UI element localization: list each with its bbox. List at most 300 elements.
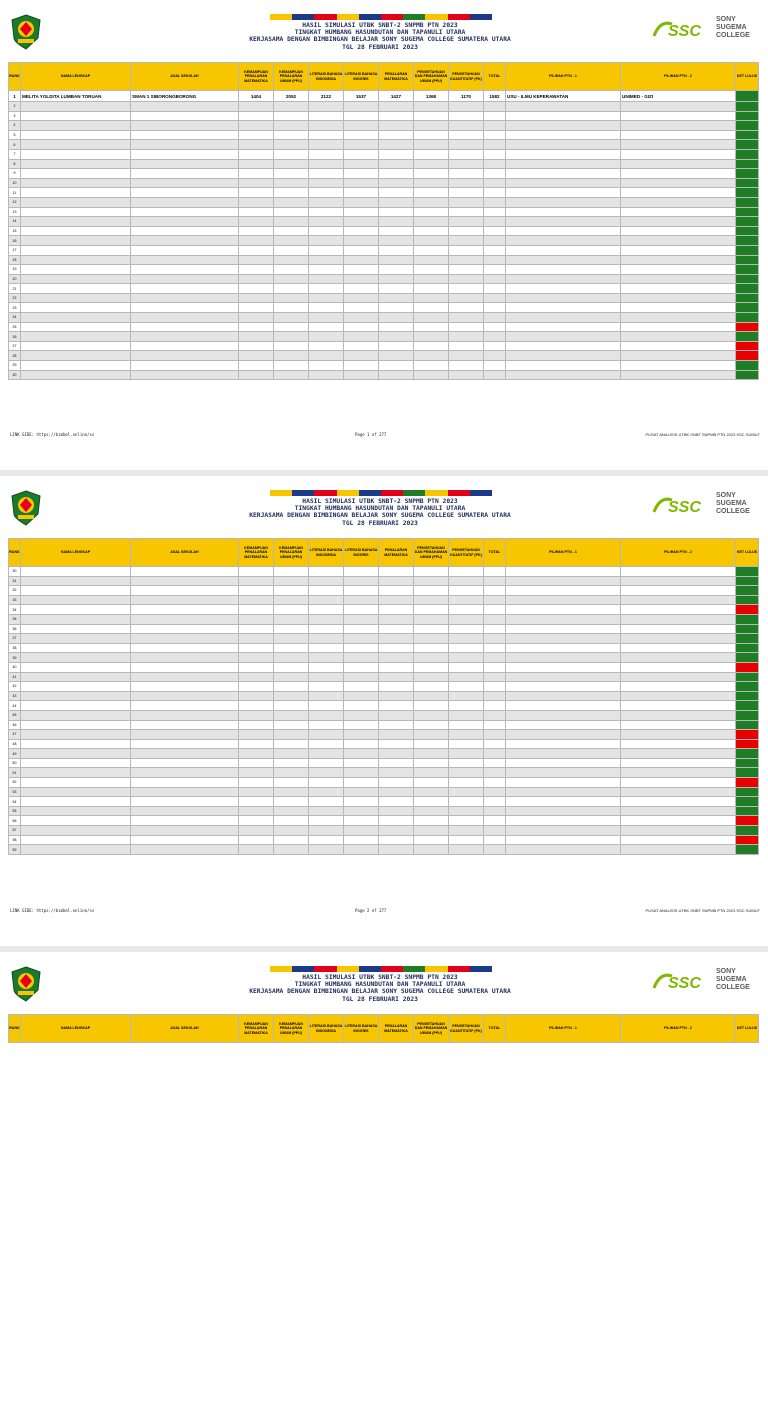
table-cell: [506, 341, 621, 351]
table-cell: [131, 826, 239, 836]
table-cell: [506, 149, 621, 159]
table-cell: [239, 361, 274, 371]
table-cell: [309, 797, 344, 807]
table-cell: [309, 739, 344, 749]
table-cell: [414, 797, 449, 807]
table-cell: [239, 576, 274, 586]
table-row[interactable]: [9, 236, 759, 246]
table-cell: [309, 140, 344, 150]
table-row[interactable]: [9, 293, 759, 303]
status-badge: [736, 226, 759, 236]
table-cell: [21, 245, 131, 255]
table-cell: [274, 739, 309, 749]
color-strip-segment: [425, 14, 447, 20]
table-cell: [414, 672, 449, 682]
table-cell: [21, 178, 131, 188]
color-strip-segment: [425, 490, 447, 496]
table-row[interactable]: [9, 672, 759, 682]
table-cell: [506, 361, 621, 371]
table-cell: [414, 749, 449, 759]
table-cell: [274, 691, 309, 701]
table-row[interactable]: [9, 303, 759, 313]
table-cell: [239, 188, 274, 198]
table-row[interactable]: [9, 835, 759, 845]
table-cell: [309, 207, 344, 217]
table-cell: [379, 730, 414, 740]
table-row[interactable]: [9, 758, 759, 768]
table-cell: [21, 236, 131, 246]
table-cell: [449, 341, 484, 351]
status-badge: [736, 720, 759, 730]
table-cell: [621, 341, 736, 351]
table-row[interactable]: [9, 332, 759, 342]
table-cell: [21, 595, 131, 605]
table-cell: [309, 701, 344, 711]
status-badge: [736, 102, 759, 112]
table-cell: [21, 586, 131, 596]
column-header[interactable]: PENGETAHUAN DAN PEMAHAMAN UMUM (PPU): [414, 539, 449, 567]
table-cell: [484, 140, 506, 150]
color-strip-segment: [425, 966, 447, 972]
column-header[interactable]: KEMAMPUAN PENALARAN MATEMATIKA: [239, 63, 274, 91]
table-cell: [239, 149, 274, 159]
status-badge: [736, 749, 759, 759]
column-header[interactable]: RANK: [9, 63, 21, 91]
table-cell: [484, 595, 506, 605]
document-page-2: [0, 476, 768, 946]
column-header[interactable]: LITERASI BAHASA INDONESIA: [309, 1015, 344, 1043]
column-header[interactable]: PENGETAHUAN DAN PEMAHAMAN UMUM (PPU): [414, 63, 449, 91]
table-cell: [506, 624, 621, 634]
table-row[interactable]: [9, 130, 759, 140]
column-header[interactable]: TOTAL: [484, 63, 506, 91]
table-row[interactable]: [9, 662, 759, 672]
table-row[interactable]: [9, 634, 759, 644]
table-cell: [414, 274, 449, 284]
table-cell: [309, 758, 344, 768]
table-cell: [131, 797, 239, 807]
column-header[interactable]: KEMAMPUAN PENALARAN UMUM (PPU): [274, 63, 309, 91]
table-row[interactable]: [9, 284, 759, 294]
table-row[interactable]: [9, 768, 759, 778]
table-cell: [309, 691, 344, 701]
color-strip-segment: [448, 490, 470, 496]
column-header[interactable]: RANK: [9, 1015, 21, 1043]
column-header[interactable]: PENGETAHUAN KUANTITATIF (PK): [449, 63, 484, 91]
table-cell: [239, 322, 274, 332]
status-badge: [736, 332, 759, 342]
table-row[interactable]: [9, 102, 759, 112]
table-cell: [21, 370, 131, 380]
brand-mark-text: SSC: [668, 975, 701, 992]
title-line-3: KERJASAMA DENGAN BIMBINGAN BELAJAR SONY SUGEMA COLLEGE SUMATERA UTARA: [249, 988, 511, 996]
table-row[interactable]: [9, 140, 759, 150]
table-cell: [274, 178, 309, 188]
table-cell: [131, 226, 239, 236]
table-cell: [506, 845, 621, 855]
status-badge: [736, 361, 759, 371]
color-strip-segment: [314, 490, 336, 496]
table-cell: [506, 826, 621, 836]
table-cell: [484, 624, 506, 634]
table-cell: [379, 207, 414, 217]
table-cell: [309, 586, 344, 596]
table-cell: [449, 586, 484, 596]
column-header[interactable]: LITERASI BAHASA INGGRIS: [344, 63, 379, 91]
table-cell: [309, 274, 344, 284]
table-cell: [309, 284, 344, 294]
table-cell: [309, 255, 344, 265]
table-cell: [379, 826, 414, 836]
table-row[interactable]: [9, 643, 759, 653]
table-row[interactable]: [9, 845, 759, 855]
table-cell: [449, 149, 484, 159]
document-title: [170, 498, 590, 527]
table-cell: [414, 121, 449, 131]
table-row[interactable]: [9, 245, 759, 255]
column-header[interactable]: NAMA LENGKAP: [21, 539, 131, 567]
table-row[interactable]: [9, 653, 759, 663]
table-cell: [449, 140, 484, 150]
status-badge: [736, 370, 759, 380]
table-row[interactable]: [9, 178, 759, 188]
column-header[interactable]: KET LULUS: [736, 63, 759, 91]
table-cell: [21, 255, 131, 265]
table-row[interactable]: [9, 197, 759, 207]
table-cell: [131, 149, 239, 159]
table-cell: [274, 701, 309, 711]
table-row[interactable]: [9, 730, 759, 740]
table-cell: [379, 293, 414, 303]
table-cell: [344, 701, 379, 711]
column-header[interactable]: PILIHAN PTN - 1: [506, 539, 621, 567]
table-cell: [131, 322, 239, 332]
table-cell: [621, 797, 736, 807]
column-header[interactable]: KEMAMPUAN PENALARAN MATEMATIKA: [239, 539, 274, 567]
table-cell: [239, 797, 274, 807]
table-row[interactable]: [9, 265, 759, 275]
title-line-1: HASIL SIMULASI UTBK SNBT-2 SNPMB PTN 2023: [302, 974, 458, 981]
table-cell: [506, 595, 621, 605]
table-cell: [274, 835, 309, 845]
table-cell: [484, 605, 506, 615]
table-cell: [309, 341, 344, 351]
status-badge: [736, 701, 759, 711]
table-cell: [449, 595, 484, 605]
color-strip-segment: [448, 14, 470, 20]
column-header[interactable]: PILIHAN PTN - 2: [621, 63, 736, 91]
table-cell: [344, 643, 379, 653]
table-cell: 12: [9, 197, 21, 207]
table-row[interactable]: [9, 605, 759, 615]
table-row[interactable]: [9, 255, 759, 265]
table-row[interactable]: [9, 701, 759, 711]
table-cell: [239, 111, 274, 121]
column-header[interactable]: KEMAMPUAN PENALARAN UMUM (PPU): [274, 1015, 309, 1043]
table-cell: [379, 265, 414, 275]
table-cell: [484, 245, 506, 255]
table-cell: [21, 121, 131, 131]
column-header[interactable]: ASAL SEKOLAH: [131, 63, 239, 91]
column-header[interactable]: KEMAMPUAN PENALARAN UMUM (PPU): [274, 539, 309, 567]
column-header[interactable]: PILIHAN PTN - 1: [506, 63, 621, 91]
table-cell: [21, 682, 131, 692]
table-cell: [131, 130, 239, 140]
column-header[interactable]: KEMAMPUAN PENALARAN MATEMATIKA: [239, 1015, 274, 1043]
table-cell: [309, 361, 344, 371]
table-row[interactable]: [9, 787, 759, 797]
status-badge: [736, 586, 759, 596]
table-row[interactable]: [9, 169, 759, 179]
table-cell: [506, 332, 621, 342]
table-cell: [414, 149, 449, 159]
table-cell: [131, 595, 239, 605]
table-cell: [239, 341, 274, 351]
table-cell: [379, 797, 414, 807]
table-row[interactable]: [9, 778, 759, 788]
column-header[interactable]: ASAL SEKOLAH: [131, 1015, 239, 1043]
table-cell: [344, 111, 379, 121]
table-cell: [484, 634, 506, 644]
column-header[interactable]: PENGETAHUAN KUANTITATIF (PK): [449, 1015, 484, 1043]
table-cell: [484, 130, 506, 140]
table-cell: [621, 245, 736, 255]
table-cell: [379, 778, 414, 788]
table-cell: [344, 332, 379, 342]
table-cell: [21, 197, 131, 207]
table-cell: [484, 758, 506, 768]
table-row[interactable]: [9, 567, 759, 577]
color-strip-segment: [381, 14, 403, 20]
table-cell: [379, 701, 414, 711]
table-cell: [344, 739, 379, 749]
table-cell: [379, 322, 414, 332]
column-header[interactable]: PILIHAN PTN - 1: [506, 1015, 621, 1043]
table-cell: [484, 159, 506, 169]
table-cell: [309, 787, 344, 797]
table-cell: [309, 595, 344, 605]
table-cell: [344, 236, 379, 246]
table-cell: [414, 614, 449, 624]
table-cell: 39: [9, 653, 21, 663]
table-cell: [506, 102, 621, 112]
table-cell: UNIMED - GIZI: [621, 91, 736, 102]
footer-link[interactable]: LINK GIDE: https://bimbel.online/ss: [10, 432, 95, 437]
table-cell: [484, 274, 506, 284]
table-cell: [621, 370, 736, 380]
table-cell: [414, 787, 449, 797]
table-row[interactable]: [9, 274, 759, 284]
table-cell: [379, 567, 414, 577]
table-cell: [309, 351, 344, 361]
table-cell: [379, 370, 414, 380]
table-row[interactable]: [9, 322, 759, 332]
table-row[interactable]: [9, 341, 759, 351]
table-cell: [484, 226, 506, 236]
table-cell: MELITA YOLDITA LUMBAN TORUAN: [21, 91, 131, 102]
table-cell: [21, 576, 131, 586]
table-row[interactable]: [9, 614, 759, 624]
column-header[interactable]: LITERASI BAHASA INDONESIA: [309, 63, 344, 91]
table-cell: [344, 758, 379, 768]
table-row[interactable]: [9, 586, 759, 596]
table-cell: [21, 662, 131, 672]
table-row[interactable]: [9, 91, 759, 102]
table-cell: [309, 816, 344, 826]
table-row[interactable]: [9, 797, 759, 807]
table-row[interactable]: [9, 624, 759, 634]
table-row[interactable]: [9, 806, 759, 816]
column-header[interactable]: TOTAL: [484, 1015, 506, 1043]
table-cell: [414, 322, 449, 332]
table-cell: [449, 332, 484, 342]
status-badge: [736, 816, 759, 826]
table-cell: [414, 816, 449, 826]
table-cell: [484, 672, 506, 682]
table-row[interactable]: [9, 351, 759, 361]
table-cell: [449, 236, 484, 246]
table-row[interactable]: [9, 159, 759, 169]
table-cell: [344, 614, 379, 624]
table-cell: [379, 351, 414, 361]
table-row[interactable]: [9, 370, 759, 380]
table-cell: [309, 835, 344, 845]
table-cell: [239, 169, 274, 179]
table-cell: [621, 730, 736, 740]
brand-name: SONY SUGEMA COLLEGE: [716, 492, 750, 515]
table-cell: [621, 845, 736, 855]
table-cell: 26: [9, 332, 21, 342]
status-badge: [736, 169, 759, 179]
column-header[interactable]: PILIHAN PTN - 2: [621, 1015, 736, 1043]
table-cell: [309, 169, 344, 179]
column-header[interactable]: PENALARAN MATEMATIKA: [379, 63, 414, 91]
table-row[interactable]: [9, 595, 759, 605]
column-header[interactable]: LITERASI BAHASA INDONESIA: [309, 539, 344, 567]
column-header[interactable]: PENGETAHUAN KUANTITATIF (PK): [449, 539, 484, 567]
table-cell: [344, 826, 379, 836]
column-header[interactable]: NAMA LENGKAP: [21, 1015, 131, 1043]
table-cell: [344, 188, 379, 198]
table-cell: [621, 749, 736, 759]
table-cell: [449, 255, 484, 265]
table-cell: [239, 586, 274, 596]
table-row[interactable]: [9, 691, 759, 701]
table-cell: [131, 121, 239, 131]
color-strip-segment: [403, 14, 425, 20]
table-row[interactable]: [9, 576, 759, 586]
table-cell: [506, 576, 621, 586]
table-row[interactable]: [9, 749, 759, 759]
column-header[interactable]: NAMA LENGKAP: [21, 63, 131, 91]
table-row[interactable]: [9, 816, 759, 826]
table-cell: [484, 720, 506, 730]
column-header[interactable]: LITERASI BAHASA INGGRIS: [344, 1015, 379, 1043]
table-cell: [484, 835, 506, 845]
table-cell: [131, 672, 239, 682]
table-row[interactable]: [9, 739, 759, 749]
table-row[interactable]: [9, 313, 759, 323]
table-row[interactable]: [9, 826, 759, 836]
table-cell: [309, 102, 344, 112]
table-cell: [484, 806, 506, 816]
table-cell: [309, 682, 344, 692]
column-header[interactable]: TOTAL: [484, 539, 506, 567]
table-row[interactable]: [9, 207, 759, 217]
footer-link[interactable]: LINK GIDE: https://bimbel.online/ss: [10, 908, 95, 913]
table-cell: [274, 265, 309, 275]
table-cell: [344, 217, 379, 227]
table-row[interactable]: [9, 111, 759, 121]
table-row[interactable]: [9, 121, 759, 131]
table-cell: [379, 605, 414, 615]
table-cell: [21, 614, 131, 624]
table-cell: [274, 720, 309, 730]
table-row[interactable]: [9, 720, 759, 730]
column-header[interactable]: PENALARAN MATEMATIKA: [379, 539, 414, 567]
column-header[interactable]: ASAL SEKOLAH: [131, 539, 239, 567]
table-row[interactable]: [9, 226, 759, 236]
table-cell: 20: [9, 274, 21, 284]
column-header[interactable]: LITERASI BAHASA INGGRIS: [344, 539, 379, 567]
table-row[interactable]: [9, 361, 759, 371]
table-cell: [621, 634, 736, 644]
table-row[interactable]: [9, 149, 759, 159]
brand-name: SONY SUGEMA COLLEGE: [716, 16, 750, 39]
table-cell: [131, 787, 239, 797]
table-cell: [506, 226, 621, 236]
table-cell: [309, 643, 344, 653]
table-cell: [21, 797, 131, 807]
table-row[interactable]: [9, 710, 759, 720]
table-cell: [449, 576, 484, 586]
table-cell: [309, 768, 344, 778]
table-cell: [274, 159, 309, 169]
table-cell: [309, 730, 344, 740]
table-row[interactable]: [9, 188, 759, 198]
table-cell: [484, 169, 506, 179]
column-header[interactable]: KET LULUS: [736, 539, 759, 567]
table-cell: [344, 720, 379, 730]
status-badge: [736, 207, 759, 217]
table-cell: [131, 370, 239, 380]
table-row[interactable]: [9, 217, 759, 227]
table-cell: [344, 178, 379, 188]
table-cell: [21, 341, 131, 351]
table-cell: [131, 217, 239, 227]
table-cell: [344, 159, 379, 169]
table-cell: [379, 197, 414, 207]
table-cell: [131, 662, 239, 672]
status-badge: [736, 313, 759, 323]
table-cell: 52: [9, 778, 21, 788]
table-row[interactable]: [9, 682, 759, 692]
table-cell: [449, 605, 484, 615]
table-cell: [506, 605, 621, 615]
table-cell: 30: [9, 370, 21, 380]
table-cell: [239, 274, 274, 284]
column-header[interactable]: PILIHAN PTN - 2: [621, 539, 736, 567]
column-header[interactable]: PENGETAHUAN DAN PEMAHAMAN UMUM (PPU): [414, 1015, 449, 1043]
table-cell: [344, 255, 379, 265]
table-cell: [379, 341, 414, 351]
column-header[interactable]: PENALARAN MATEMATIKA: [379, 1015, 414, 1043]
column-header[interactable]: KET LULUS: [736, 1015, 759, 1043]
table-cell: [274, 797, 309, 807]
status-badge: [736, 284, 759, 294]
table-cell: [309, 749, 344, 759]
column-header[interactable]: RANK: [9, 539, 21, 567]
